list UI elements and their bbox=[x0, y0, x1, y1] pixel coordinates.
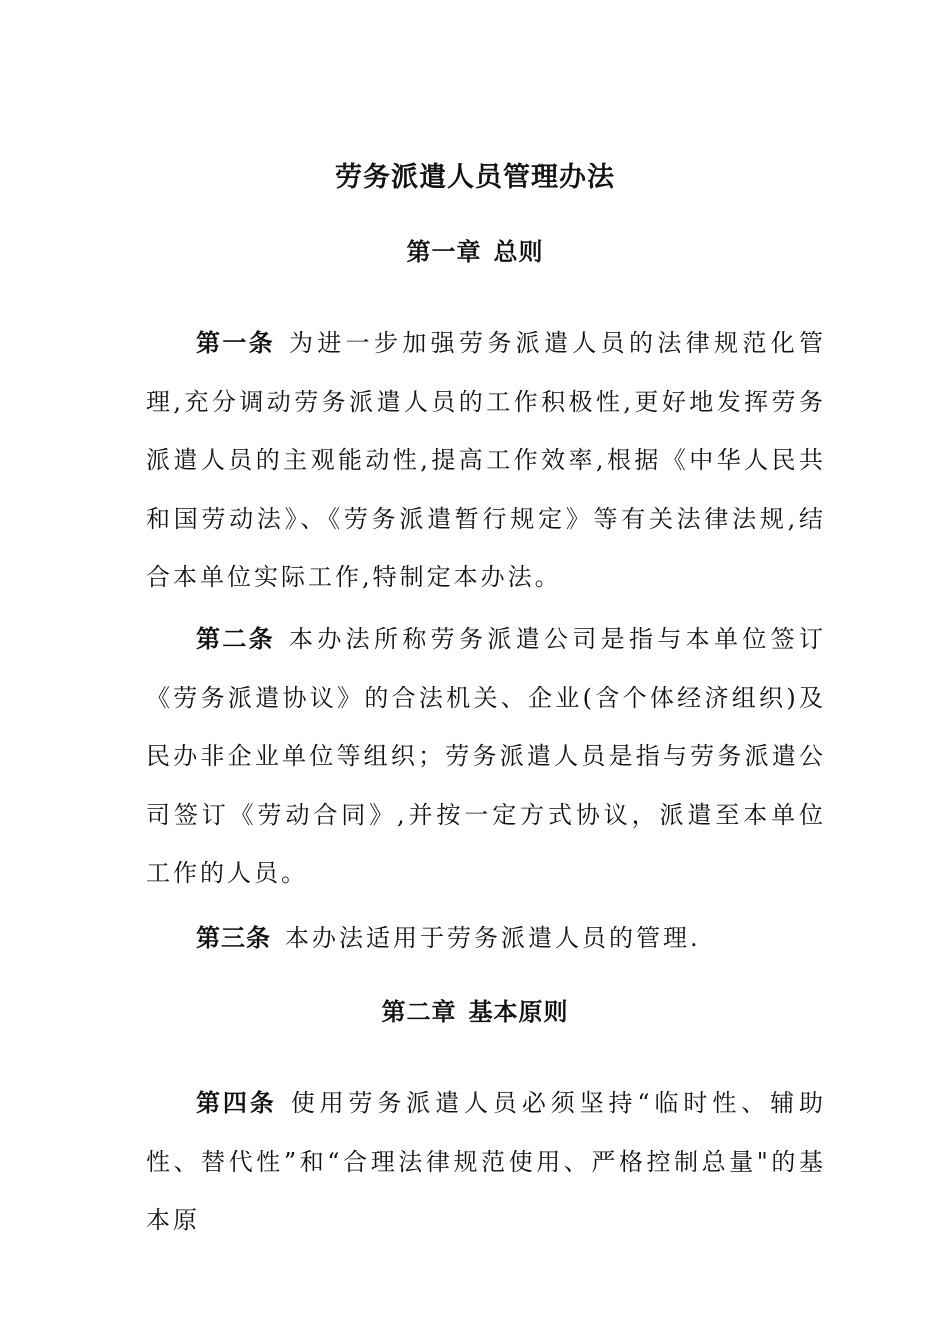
article-label: 第二条 bbox=[196, 624, 275, 653]
article-2 bbox=[146, 610, 826, 903]
chapter-heading-2 bbox=[0, 994, 950, 1030]
chapter-number: 第一章 bbox=[406, 237, 482, 266]
article-label: 第四条 bbox=[196, 1088, 277, 1117]
document-title: 劳务派遣人员管理办法 bbox=[335, 162, 615, 193]
article-1 bbox=[146, 314, 826, 607]
article-text: 本办法所称劳务派遣公司是指与本单位签订《劳务派遣协议》的合法机关、企业(含个体经济组织)及民办非企业单位等组织；劳务派遣人员是指与劳务派遣公司签订《劳动合同》,并按一定方式协议，派遣至本单位工作的人员。 bbox=[146, 625, 826, 887]
article-4 bbox=[146, 1074, 826, 1250]
article-text: 为进一步加强劳务派遣人员的法律规范化管理,充分调动劳务派遣人员的工作积极性,更好地发挥劳务派遣人员的主观能动性,提高工作效率,根据《中华人民共和国劳动法》、《劳务派遣暂行规定》等有关法律法规,结合本单位实际工作,特制定本办法。 bbox=[146, 329, 826, 591]
article-label: 第一条 bbox=[196, 328, 275, 357]
article-text: 本办法适用于劳务派遣人员的管理. bbox=[285, 924, 701, 952]
chapter-number: 第二章 bbox=[381, 997, 457, 1026]
chapter-name: 基本原则 bbox=[468, 997, 569, 1026]
article-label: 第三条 bbox=[196, 923, 271, 952]
chapter-name: 总则 bbox=[493, 237, 544, 266]
article-text: 使用劳务派遣人员必须坚持“临时性、辅助性、替代性”和“合理法律规范使用、严格控制总量"的基本原 bbox=[146, 1089, 827, 1234]
chapter-heading-1 bbox=[0, 234, 950, 270]
article-3 bbox=[146, 909, 826, 968]
